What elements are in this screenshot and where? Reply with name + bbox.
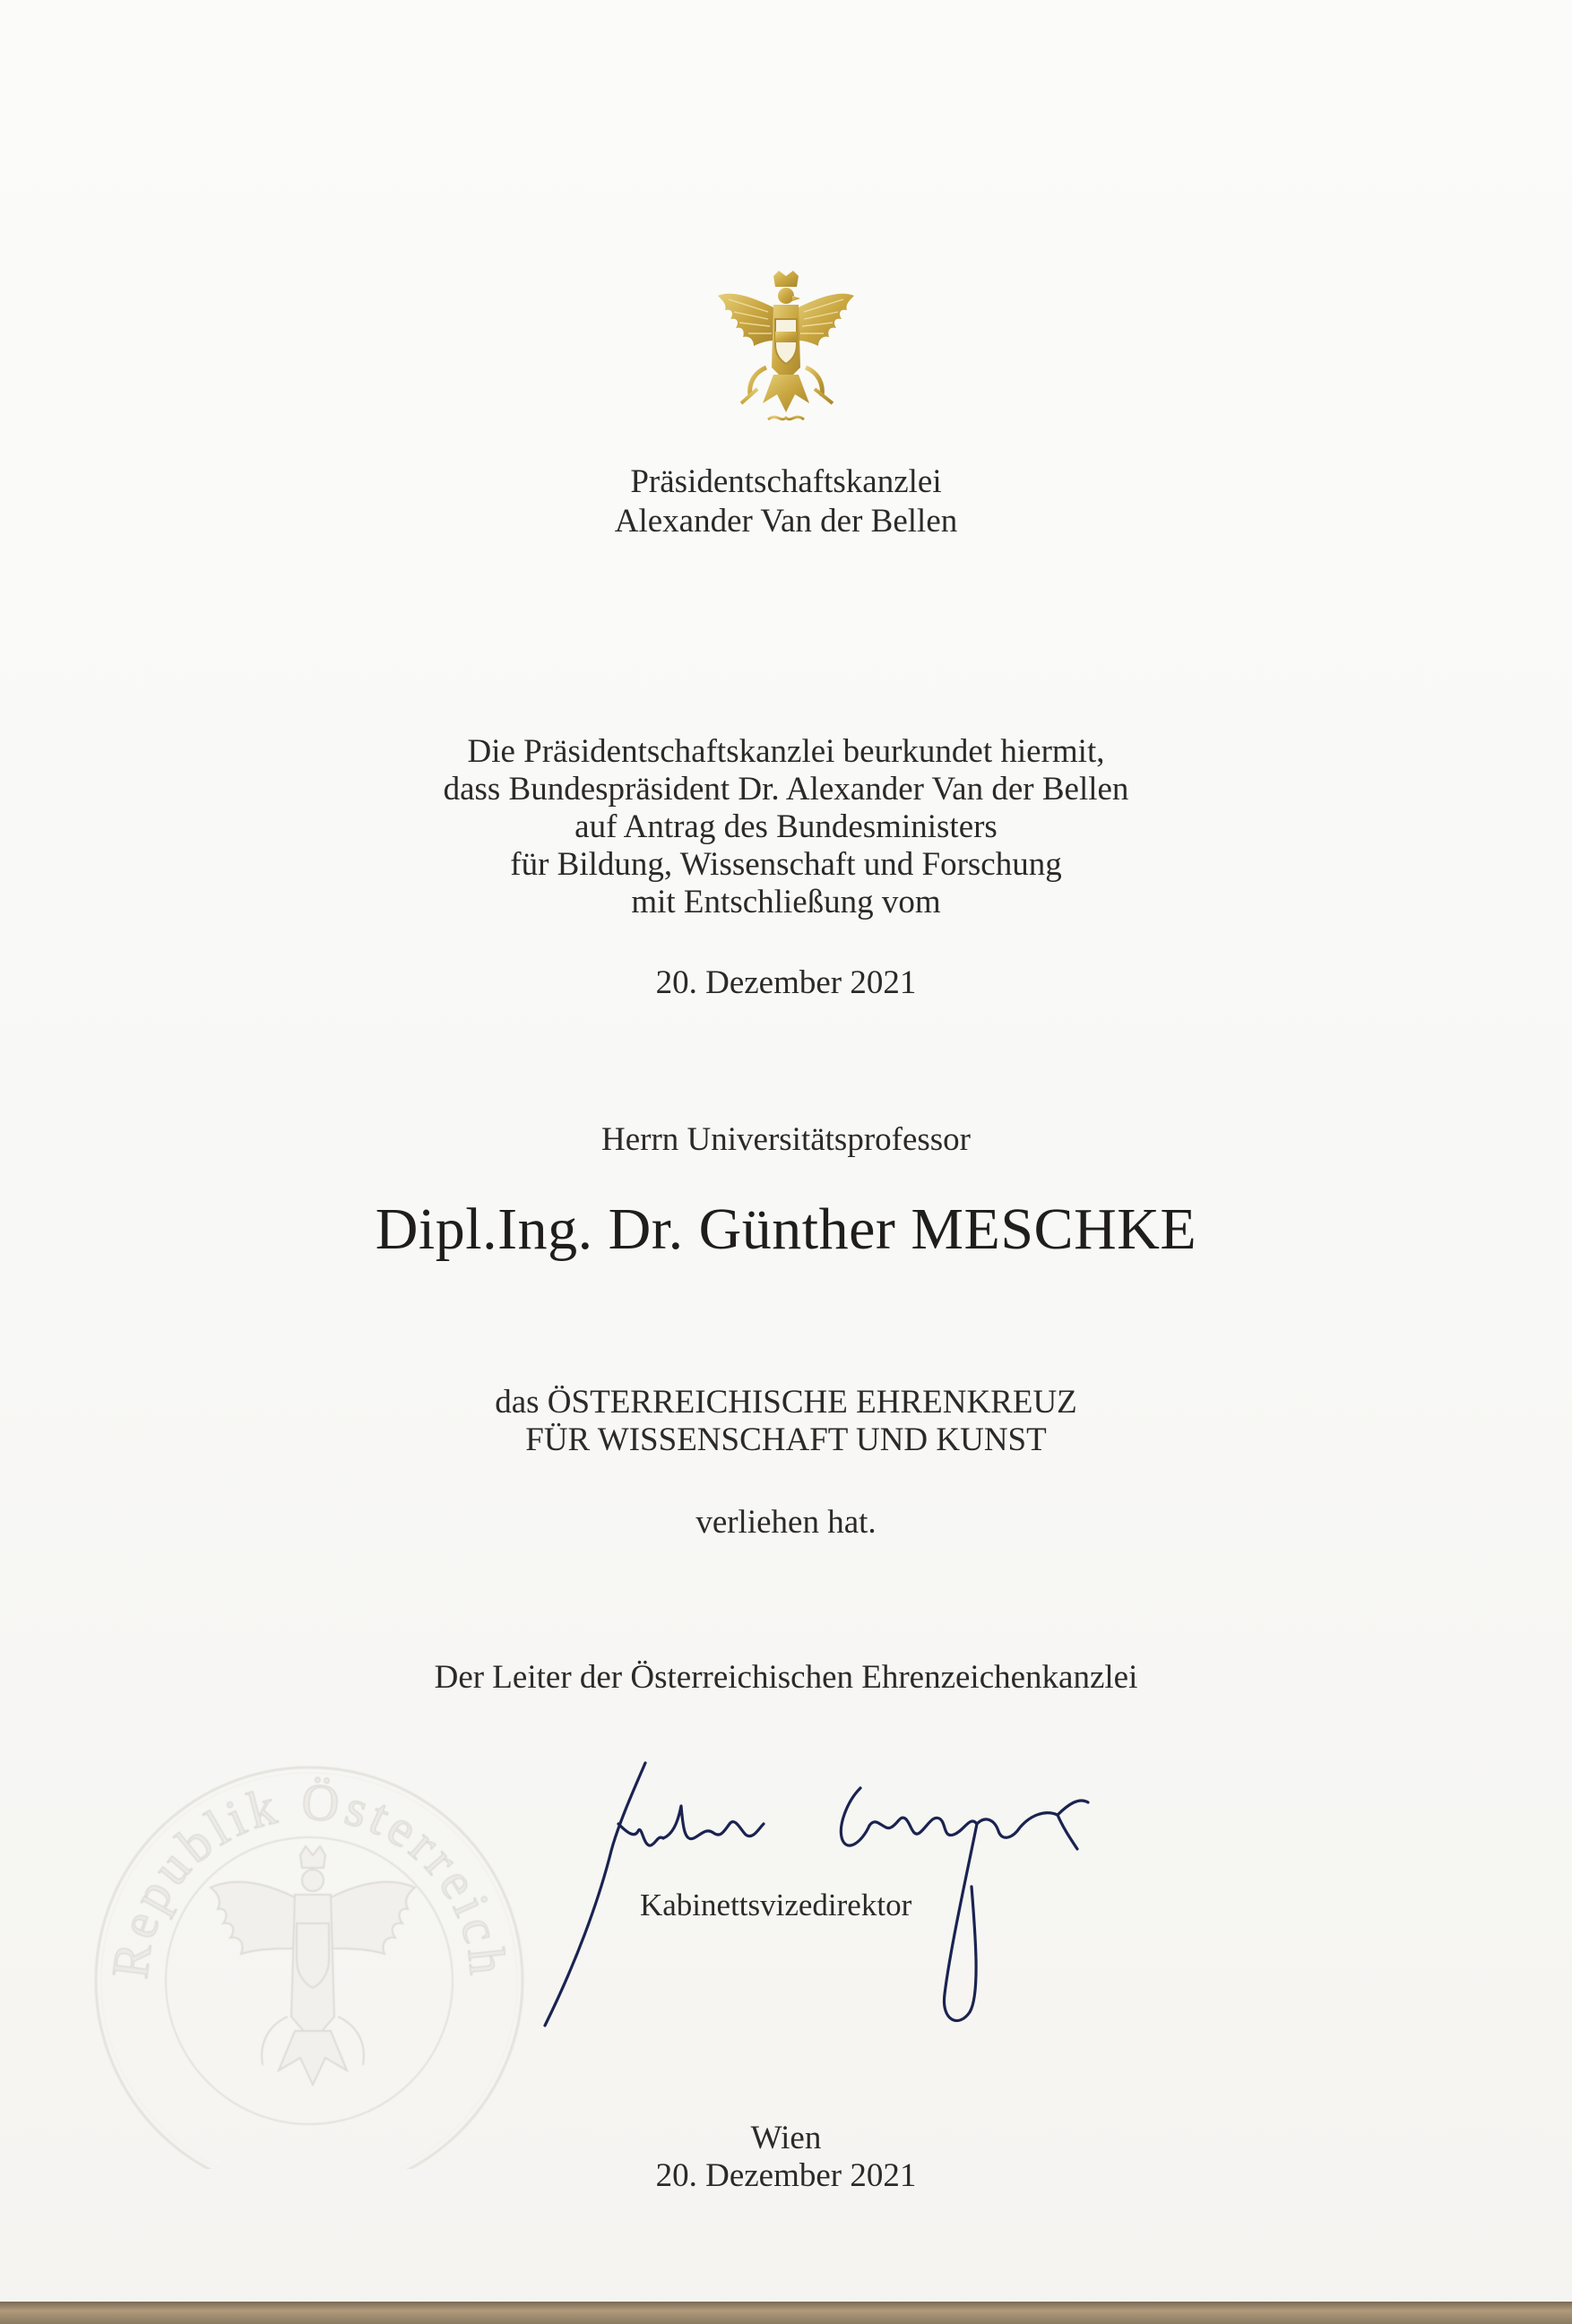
desk-surface bbox=[0, 2302, 1572, 2324]
award-title bbox=[0, 1384, 1572, 1459]
certification-text bbox=[0, 733, 1572, 921]
issue-place-date bbox=[0, 2120, 1572, 2195]
award-line: das ÖSTERREICHISCHE EHRENKREUZ bbox=[495, 1384, 1077, 1421]
embossed-eagle-seal-icon bbox=[85, 1757, 533, 2169]
body-line: für Bildung, Wissenschaft und Forschung bbox=[510, 846, 1062, 883]
issue-place: Wien bbox=[750, 2120, 822, 2156]
resolution-date: 20. Dezember 2021 bbox=[655, 964, 917, 1001]
seal-inscription-text: Republik Österreich bbox=[100, 1771, 518, 1982]
issuer-block bbox=[0, 462, 1572, 541]
issuer-office: Präsidentschaftskanzlei bbox=[630, 463, 942, 500]
signatory-role: Kabinettsvizedirektor bbox=[640, 1888, 912, 1922]
body-line: Die Präsidentschaftskanzlei beurkundet hiermit, bbox=[467, 733, 1105, 770]
issue-date: 20. Dezember 2021 bbox=[655, 2157, 917, 2194]
award-conferred: verliehen hat. bbox=[695, 1504, 877, 1541]
body-line: auf Antrag des Bundesministers bbox=[574, 808, 998, 845]
body-line: mit Entschließung vom bbox=[631, 884, 941, 920]
austrian-eagle-crest-icon bbox=[714, 269, 858, 430]
issuer-president: Alexander Van der Bellen bbox=[614, 503, 958, 540]
award-line: FÜR WISSENSCHAFT UND KUNST bbox=[525, 1421, 1047, 1458]
recipient-name: Dipl.Ing. Dr. Günther MESCHKE bbox=[375, 1197, 1197, 1262]
body-line: dass Bundespräsident Dr. Alexander Van der Bellen bbox=[443, 771, 1129, 808]
recipient-salutation: Herrn Universitätsprofessor bbox=[600, 1121, 972, 1158]
signatory-heading: Der Leiter der Österreichischen Ehrenzeichenkanzlei bbox=[434, 1659, 1138, 1696]
